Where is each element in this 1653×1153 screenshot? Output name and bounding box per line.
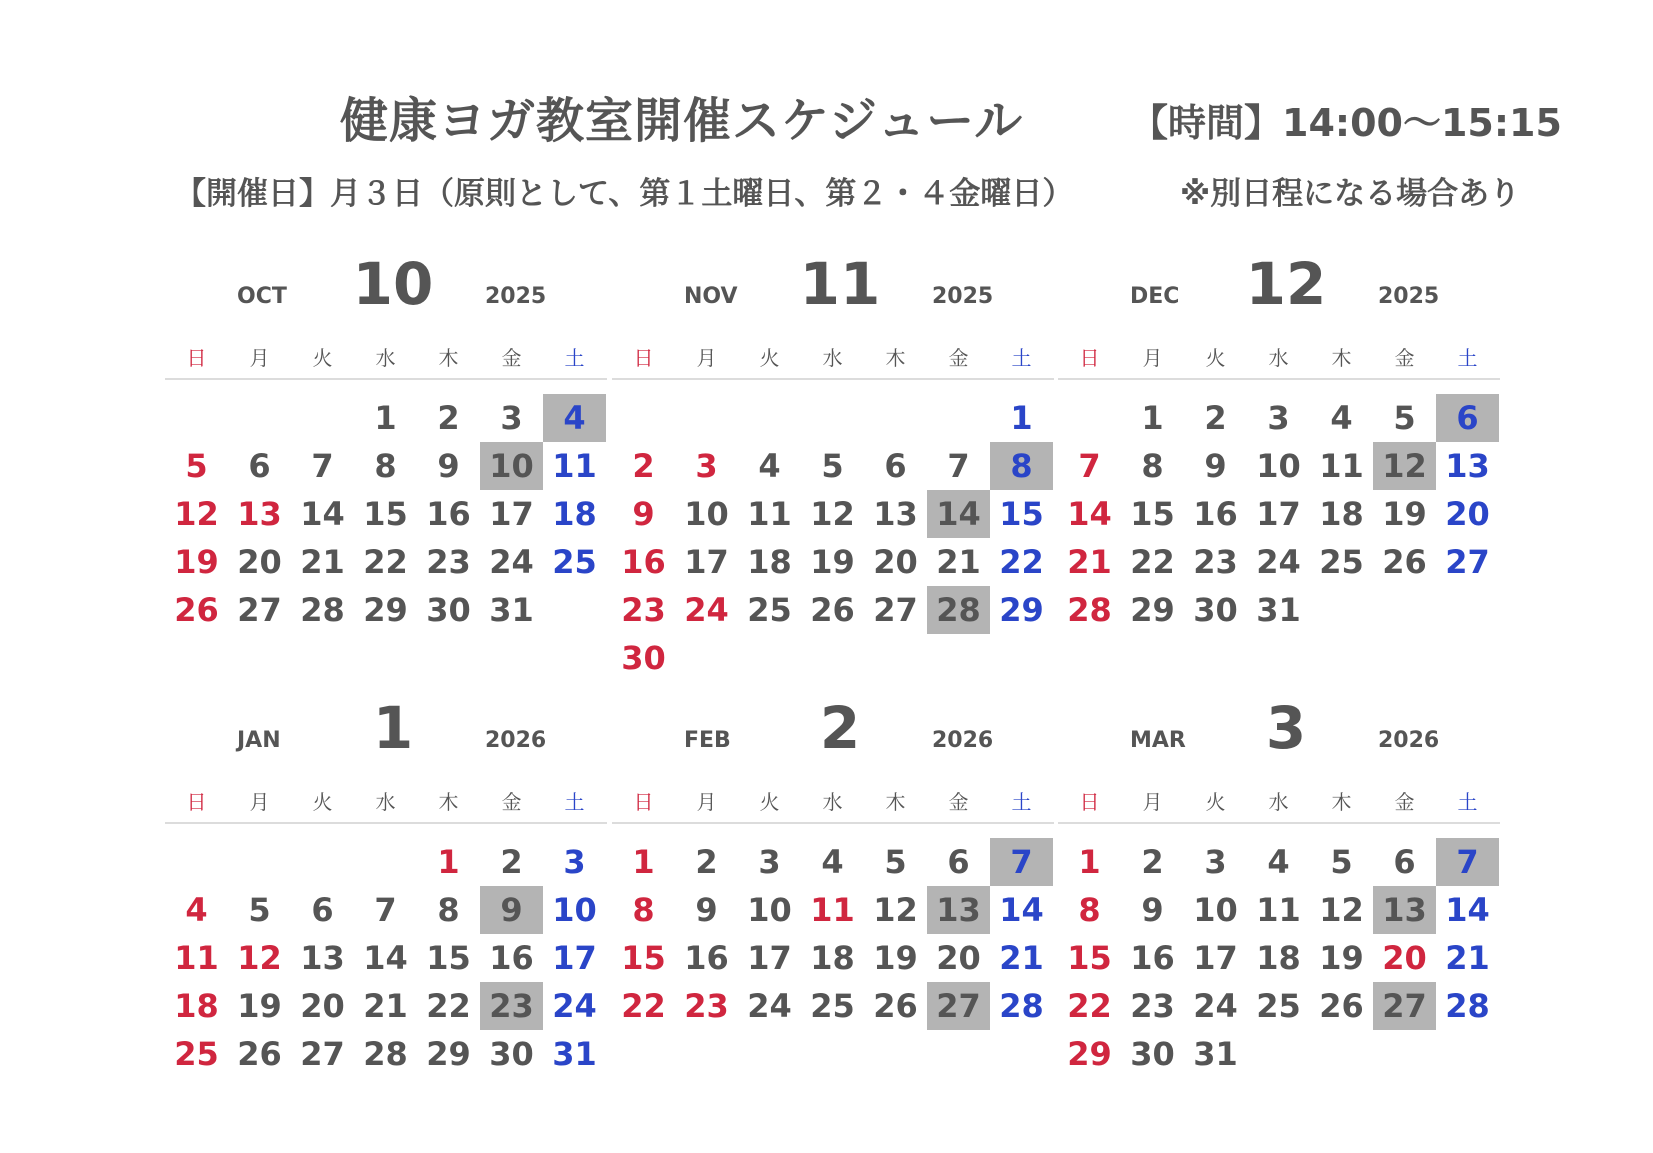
day-cell: 17 — [747, 939, 792, 977]
empty-cell — [354, 838, 417, 886]
empty-cell — [1058, 394, 1121, 442]
month-year: 2026 — [1378, 728, 1440, 753]
day-cell: 10 — [1193, 891, 1238, 929]
day-cell: 5 — [248, 891, 271, 929]
day-cell: 3 — [563, 843, 586, 881]
day-cell: 24 — [1193, 987, 1238, 1025]
month-year: 2026 — [932, 728, 994, 753]
day-grid — [165, 838, 607, 1078]
empty-cell — [228, 838, 291, 886]
weekday-label: 木 — [885, 346, 906, 370]
day-cell: 23 — [1193, 543, 1238, 581]
weekday-header — [1058, 782, 1500, 824]
day-cell: 12 — [873, 891, 918, 929]
event-day: 23 — [480, 982, 543, 1030]
weekday-label: 木 — [438, 346, 459, 370]
day-grid — [165, 394, 607, 634]
day-cell: 6 — [1393, 843, 1416, 881]
month-number: 12 — [1245, 250, 1327, 318]
day-cell: 13 — [237, 495, 282, 533]
day-cell: 14 — [1067, 495, 1112, 533]
month-abbr: NOV — [684, 284, 738, 309]
event-day: 10 — [480, 442, 543, 490]
event-day: 8 — [990, 442, 1053, 490]
day-cell: 24 — [747, 987, 792, 1025]
day-cell: 21 — [1067, 543, 1112, 581]
weekday-label: 金 — [1394, 790, 1415, 814]
day-cell: 1 — [1141, 399, 1164, 437]
day-cell: 26 — [1382, 543, 1427, 581]
schedule-note: ※別日程になる場合あり — [1180, 176, 1521, 212]
day-cell: 21 — [1445, 939, 1490, 977]
day-cell: 25 — [810, 987, 855, 1025]
month-nov — [612, 250, 1054, 682]
weekday-label: 火 — [759, 346, 780, 370]
weekday-label: 月 — [249, 790, 270, 814]
day-cell: 10 — [1256, 447, 1301, 485]
day-cell: 18 — [1319, 495, 1364, 533]
weekday-label: 水 — [1268, 790, 1289, 814]
weekday-label: 水 — [375, 346, 396, 370]
day-cell: 5 — [821, 447, 844, 485]
day-cell: 17 — [684, 543, 729, 581]
day-cell: 9 — [632, 495, 655, 533]
day-cell: 14 — [363, 939, 408, 977]
day-cell: 4 — [758, 447, 781, 485]
day-cell: 4 — [1330, 399, 1353, 437]
day-cell: 16 — [489, 939, 534, 977]
weekday-label: 土 — [564, 790, 585, 814]
day-cell: 20 — [1382, 939, 1427, 977]
weekday-header — [165, 338, 607, 380]
month-number: 2 — [819, 694, 861, 762]
weekday-label: 水 — [1268, 346, 1289, 370]
day-cell: 4 — [1267, 843, 1290, 881]
day-cell: 26 — [810, 591, 855, 629]
day-grid — [1058, 838, 1500, 1078]
day-cell: 21 — [300, 543, 345, 581]
month-header — [612, 250, 1054, 338]
weekday-label: 水 — [822, 790, 843, 814]
day-cell: 24 — [489, 543, 534, 581]
month-oct — [165, 250, 607, 634]
weekday-label: 土 — [1457, 346, 1478, 370]
weekday-label: 木 — [438, 790, 459, 814]
day-cell: 10 — [747, 891, 792, 929]
weekday-label: 火 — [312, 790, 333, 814]
day-cell: 7 — [311, 447, 334, 485]
day-cell: 21 — [363, 987, 408, 1025]
day-cell: 2 — [695, 843, 718, 881]
day-cell: 28 — [999, 987, 1044, 1025]
month-abbr: MAR — [1130, 728, 1186, 753]
empty-cell — [165, 394, 228, 442]
weekday-label: 金 — [1394, 346, 1415, 370]
event-day: 13 — [1373, 886, 1436, 934]
day-cell: 19 — [174, 543, 219, 581]
day-cell: 29 — [999, 591, 1044, 629]
day-cell: 13 — [873, 495, 918, 533]
weekday-label: 土 — [564, 346, 585, 370]
day-cell: 6 — [311, 891, 334, 929]
day-cell: 15 — [363, 495, 408, 533]
weekday-label: 火 — [1205, 346, 1226, 370]
weekday-label: 金 — [501, 346, 522, 370]
day-cell: 2 — [437, 399, 460, 437]
day-cell: 20 — [936, 939, 981, 977]
weekday-label: 水 — [375, 790, 396, 814]
day-cell: 25 — [747, 591, 792, 629]
weekday-label: 日 — [633, 790, 654, 814]
day-cell: 11 — [552, 447, 597, 485]
day-grid — [612, 838, 1054, 1030]
month-header — [612, 694, 1054, 782]
weekday-label: 木 — [1331, 790, 1352, 814]
day-cell: 22 — [1067, 987, 1112, 1025]
day-cell: 14 — [300, 495, 345, 533]
day-cell: 29 — [426, 1035, 471, 1073]
day-cell: 30 — [1193, 591, 1238, 629]
empty-cell — [738, 394, 801, 442]
day-cell: 3 — [500, 399, 523, 437]
day-cell: 24 — [552, 987, 597, 1025]
day-cell: 8 — [1078, 891, 1101, 929]
day-cell: 30 — [489, 1035, 534, 1073]
day-cell: 22 — [621, 987, 666, 1025]
day-cell: 20 — [300, 987, 345, 1025]
weekday-label: 木 — [1331, 346, 1352, 370]
day-cell: 23 — [426, 543, 471, 581]
day-cell: 28 — [1067, 591, 1112, 629]
day-cell: 20 — [237, 543, 282, 581]
day-cell: 28 — [300, 591, 345, 629]
day-cell: 4 — [185, 891, 208, 929]
day-grid — [612, 394, 1054, 682]
day-cell: 9 — [695, 891, 718, 929]
day-cell: 2 — [500, 843, 523, 881]
empty-cell — [927, 394, 990, 442]
weekday-label: 水 — [822, 346, 843, 370]
day-cell: 26 — [1319, 987, 1364, 1025]
empty-cell — [165, 838, 228, 886]
day-cell: 13 — [1445, 447, 1490, 485]
event-day: 27 — [927, 982, 990, 1030]
day-cell: 16 — [426, 495, 471, 533]
month-abbr: OCT — [237, 284, 287, 309]
day-cell: 9 — [1204, 447, 1227, 485]
day-cell: 3 — [1267, 399, 1290, 437]
day-cell: 23 — [684, 987, 729, 1025]
day-cell: 29 — [363, 591, 408, 629]
month-abbr: DEC — [1130, 284, 1180, 309]
month-number: 11 — [799, 250, 881, 318]
day-cell: 12 — [174, 495, 219, 533]
day-cell: 16 — [621, 543, 666, 581]
day-cell: 17 — [1256, 495, 1301, 533]
day-cell: 28 — [363, 1035, 408, 1073]
empty-cell — [228, 394, 291, 442]
weekday-header — [612, 338, 1054, 380]
day-cell: 19 — [237, 987, 282, 1025]
empty-cell — [291, 838, 354, 886]
event-day: 13 — [927, 886, 990, 934]
weekday-label: 火 — [1205, 790, 1226, 814]
day-cell: 18 — [1256, 939, 1301, 977]
day-cell: 29 — [1067, 1035, 1112, 1073]
day-cell: 21 — [936, 543, 981, 581]
month-header — [1058, 694, 1500, 782]
weekday-label: 金 — [948, 790, 969, 814]
event-day: 27 — [1373, 982, 1436, 1030]
day-cell: 28 — [1445, 987, 1490, 1025]
weekday-header — [612, 782, 1054, 824]
day-cell: 24 — [1256, 543, 1301, 581]
day-cell: 18 — [174, 987, 219, 1025]
day-cell: 9 — [437, 447, 460, 485]
month-number: 10 — [352, 250, 434, 318]
day-cell: 8 — [374, 447, 397, 485]
day-cell: 17 — [552, 939, 597, 977]
event-day: 12 — [1373, 442, 1436, 490]
day-cell: 19 — [810, 543, 855, 581]
day-cell: 25 — [552, 543, 597, 581]
day-cell: 20 — [873, 543, 918, 581]
day-cell: 31 — [1193, 1035, 1238, 1073]
weekday-label: 木 — [885, 790, 906, 814]
month-header — [1058, 250, 1500, 338]
empty-cell — [612, 394, 675, 442]
empty-cell — [675, 394, 738, 442]
class-time: 【時間】14:00～15:15 — [1130, 101, 1562, 145]
day-cell: 22 — [426, 987, 471, 1025]
day-cell: 1 — [1010, 399, 1033, 437]
day-cell: 11 — [1319, 447, 1364, 485]
day-cell: 26 — [174, 591, 219, 629]
day-cell: 25 — [174, 1035, 219, 1073]
day-cell: 5 — [185, 447, 208, 485]
weekday-label: 日 — [186, 790, 207, 814]
day-cell: 7 — [1078, 447, 1101, 485]
month-year: 2025 — [1378, 284, 1440, 309]
day-cell: 10 — [684, 495, 729, 533]
day-cell: 30 — [621, 639, 666, 677]
weekday-label: 日 — [633, 346, 654, 370]
day-cell: 6 — [947, 843, 970, 881]
weekday-label: 月 — [249, 346, 270, 370]
event-day: 6 — [1436, 394, 1499, 442]
month-year: 2025 — [485, 284, 547, 309]
month-year: 2025 — [932, 284, 994, 309]
day-cell: 31 — [489, 591, 534, 629]
day-cell: 27 — [237, 591, 282, 629]
day-cell: 30 — [1130, 1035, 1175, 1073]
day-cell: 3 — [695, 447, 718, 485]
day-cell: 17 — [489, 495, 534, 533]
day-cell: 19 — [873, 939, 918, 977]
weekday-label: 日 — [186, 346, 207, 370]
empty-cell — [864, 394, 927, 442]
day-cell: 19 — [1319, 939, 1364, 977]
day-cell: 6 — [248, 447, 271, 485]
event-day: 14 — [927, 490, 990, 538]
day-cell: 3 — [1204, 843, 1227, 881]
schedule-rule: 【開催日】月３日（原則として、第１土曜日、第２・４金曜日） — [175, 176, 1074, 212]
day-cell: 2 — [1204, 399, 1227, 437]
day-cell: 16 — [684, 939, 729, 977]
month-jan — [165, 694, 607, 1078]
day-cell: 23 — [1130, 987, 1175, 1025]
day-cell: 15 — [1067, 939, 1112, 977]
day-cell: 5 — [1330, 843, 1353, 881]
event-day: 28 — [927, 586, 990, 634]
page-title: 健康ヨガ教室開催スケジュール — [340, 93, 1024, 149]
day-cell: 12 — [810, 495, 855, 533]
month-number: 3 — [1265, 694, 1307, 762]
day-cell: 18 — [747, 543, 792, 581]
day-cell: 5 — [884, 843, 907, 881]
day-cell: 12 — [1319, 891, 1364, 929]
day-cell: 27 — [300, 1035, 345, 1073]
day-cell: 22 — [1130, 543, 1175, 581]
day-cell: 18 — [552, 495, 597, 533]
weekday-header — [165, 782, 607, 824]
day-cell: 21 — [999, 939, 1044, 977]
month-mar — [1058, 694, 1500, 1078]
day-cell: 8 — [437, 891, 460, 929]
day-cell: 25 — [1319, 543, 1364, 581]
day-cell: 13 — [300, 939, 345, 977]
day-cell: 6 — [884, 447, 907, 485]
day-cell: 8 — [1141, 447, 1164, 485]
month-header — [165, 694, 607, 782]
weekday-label: 月 — [1142, 346, 1163, 370]
day-cell: 1 — [374, 399, 397, 437]
event-day: 9 — [480, 886, 543, 934]
day-cell: 27 — [1445, 543, 1490, 581]
weekday-label: 金 — [948, 346, 969, 370]
day-cell: 14 — [1445, 891, 1490, 929]
day-cell: 27 — [873, 591, 918, 629]
day-cell: 16 — [1130, 939, 1175, 977]
day-cell: 2 — [632, 447, 655, 485]
day-cell: 15 — [1130, 495, 1175, 533]
day-cell: 17 — [1193, 939, 1238, 977]
weekday-label: 月 — [696, 790, 717, 814]
day-cell: 24 — [684, 591, 729, 629]
month-feb — [612, 694, 1054, 1030]
month-abbr: JAN — [237, 728, 281, 753]
day-cell: 11 — [810, 891, 855, 929]
day-cell: 14 — [999, 891, 1044, 929]
day-cell: 9 — [1141, 891, 1164, 929]
day-cell: 11 — [747, 495, 792, 533]
day-cell: 1 — [437, 843, 460, 881]
weekday-label: 月 — [1142, 790, 1163, 814]
day-cell: 15 — [999, 495, 1044, 533]
weekday-label: 土 — [1011, 346, 1032, 370]
day-cell: 22 — [363, 543, 408, 581]
day-cell: 18 — [810, 939, 855, 977]
day-cell: 1 — [1078, 843, 1101, 881]
day-cell: 31 — [1256, 591, 1301, 629]
day-cell: 23 — [621, 591, 666, 629]
month-header — [165, 250, 607, 338]
month-year: 2026 — [485, 728, 547, 753]
day-cell: 15 — [426, 939, 471, 977]
day-cell: 3 — [758, 843, 781, 881]
day-cell: 4 — [821, 843, 844, 881]
day-cell: 7 — [947, 447, 970, 485]
day-cell: 25 — [1256, 987, 1301, 1025]
day-cell: 1 — [632, 843, 655, 881]
weekday-label: 日 — [1079, 346, 1100, 370]
day-cell: 11 — [174, 939, 219, 977]
day-cell: 7 — [374, 891, 397, 929]
weekday-label: 日 — [1079, 790, 1100, 814]
day-cell: 5 — [1393, 399, 1416, 437]
day-cell: 26 — [873, 987, 918, 1025]
day-grid — [1058, 394, 1500, 634]
day-cell: 20 — [1445, 495, 1490, 533]
event-day: 4 — [543, 394, 606, 442]
day-cell: 16 — [1193, 495, 1238, 533]
day-cell: 29 — [1130, 591, 1175, 629]
day-cell: 10 — [552, 891, 597, 929]
weekday-label: 金 — [501, 790, 522, 814]
weekday-label: 火 — [312, 346, 333, 370]
weekday-label: 火 — [759, 790, 780, 814]
day-cell: 31 — [552, 1035, 597, 1073]
month-number: 1 — [372, 694, 414, 762]
day-cell: 12 — [237, 939, 282, 977]
month-dec — [1058, 250, 1500, 634]
day-cell: 22 — [999, 543, 1044, 581]
empty-cell — [291, 394, 354, 442]
day-cell: 19 — [1382, 495, 1427, 533]
weekday-label: 土 — [1457, 790, 1478, 814]
event-day: 7 — [990, 838, 1053, 886]
weekday-label: 土 — [1011, 790, 1032, 814]
day-cell: 15 — [621, 939, 666, 977]
day-cell: 30 — [426, 591, 471, 629]
month-abbr: FEB — [684, 728, 731, 753]
day-cell: 11 — [1256, 891, 1301, 929]
event-day: 7 — [1436, 838, 1499, 886]
weekday-header — [1058, 338, 1500, 380]
empty-cell — [801, 394, 864, 442]
day-cell: 26 — [237, 1035, 282, 1073]
day-cell: 8 — [632, 891, 655, 929]
day-cell: 2 — [1141, 843, 1164, 881]
weekday-label: 月 — [696, 346, 717, 370]
